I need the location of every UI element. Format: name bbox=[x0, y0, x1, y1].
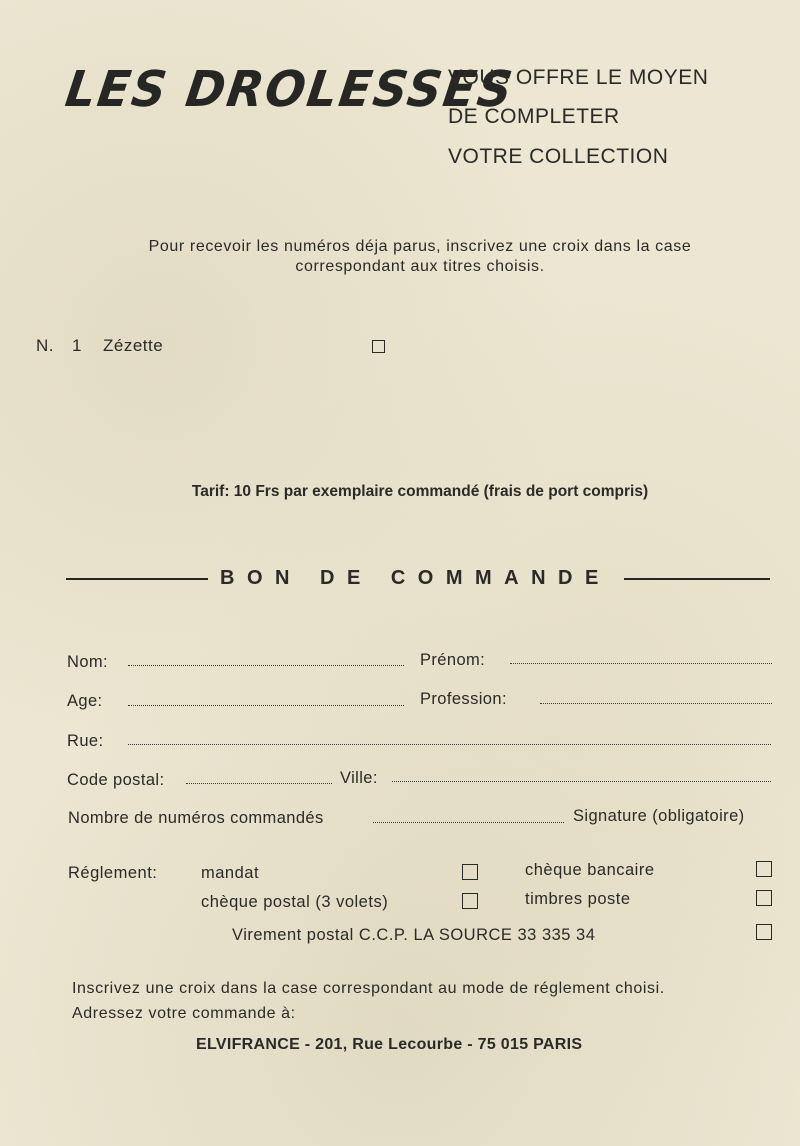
virement-label: Virement postal C.C.P. LA SOURCE 33 335 34 bbox=[232, 926, 596, 944]
profession-label: Profession: bbox=[420, 690, 507, 708]
cheque-bancaire-label: chèque bancaire bbox=[525, 861, 655, 879]
cheque-postal-label: chèque postal (3 volets) bbox=[201, 893, 389, 911]
rue-label: Rue: bbox=[67, 732, 104, 750]
order-rule-left bbox=[66, 578, 208, 580]
issue-number: 1 bbox=[72, 336, 82, 355]
tagline-line-1: VOUS OFFRE LE MOYEN bbox=[448, 66, 709, 89]
profession-field[interactable] bbox=[540, 703, 772, 704]
instruction-line-2: Adressez votre commande à: bbox=[72, 1005, 296, 1022]
mandat-checkbox[interactable] bbox=[462, 864, 478, 880]
logo-title: LES DROLESSES bbox=[61, 60, 518, 119]
tagline-line-2: DE COMPLETER bbox=[448, 105, 620, 128]
issue-title: Zézette bbox=[103, 336, 164, 355]
age-field[interactable] bbox=[128, 705, 404, 706]
age-label: Age: bbox=[67, 692, 103, 710]
prenom-field[interactable] bbox=[510, 663, 772, 664]
code-postal-label: Code postal: bbox=[67, 771, 165, 789]
virement-checkbox[interactable] bbox=[756, 924, 772, 940]
tagline-line-3: VOTRE COLLECTION bbox=[448, 145, 669, 168]
timbres-checkbox[interactable] bbox=[756, 890, 772, 906]
code-postal-field[interactable] bbox=[186, 783, 332, 784]
tarif-text: Tarif: 10 Frs par exemplaire commandé (frais de port compris) bbox=[191, 483, 649, 500]
mandat-label: mandat bbox=[201, 864, 260, 882]
nombre-field[interactable] bbox=[373, 822, 564, 823]
issue-checkbox[interactable] bbox=[372, 340, 385, 353]
intro-line-2: correspondant aux titres choisis. bbox=[295, 258, 545, 275]
instruction-line-1: Inscrivez une croix dans la case correspondant au mode de réglement choisi. bbox=[72, 980, 665, 997]
timbres-label: timbres poste bbox=[525, 890, 631, 908]
address-text: ELVIFRANCE - 201, Rue Lecourbe - 75 015 PARIS bbox=[196, 1036, 583, 1053]
nom-field[interactable] bbox=[128, 665, 404, 666]
cheque-bancaire-checkbox[interactable] bbox=[756, 861, 772, 877]
order-title: BON DE COMMANDE bbox=[220, 567, 611, 589]
reglement-label: Réglement: bbox=[68, 864, 158, 882]
order-rule-right bbox=[624, 578, 770, 580]
issue-prefix: N. bbox=[36, 336, 54, 355]
rue-field[interactable] bbox=[128, 744, 771, 745]
cheque-postal-checkbox[interactable] bbox=[462, 893, 478, 909]
ville-field[interactable] bbox=[392, 781, 771, 782]
intro-line-1: Pour recevoir les numéros déja parus, inscrivez une croix dans la case bbox=[148, 238, 692, 255]
nom-label: Nom: bbox=[67, 653, 109, 671]
prenom-label: Prénom: bbox=[420, 651, 486, 669]
ville-label: Ville: bbox=[340, 769, 378, 787]
nombre-label: Nombre de numéros commandés bbox=[68, 809, 324, 827]
signature-label: Signature (obligatoire) bbox=[573, 807, 745, 825]
